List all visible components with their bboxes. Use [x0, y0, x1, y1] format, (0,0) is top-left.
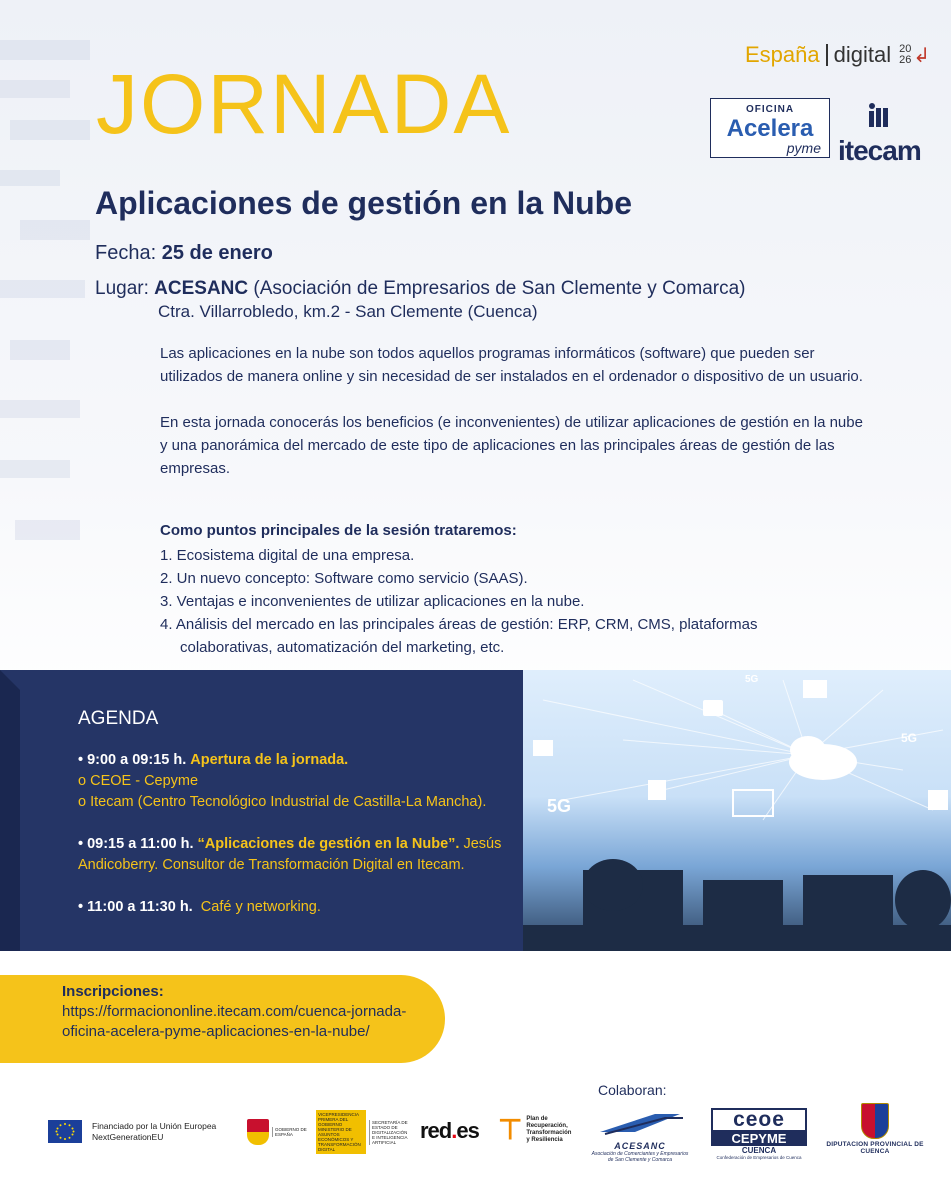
- eu-line-2: NextGenerationEU: [92, 1131, 164, 1142]
- points-title: Como puntos principales de la sesión trataremos:: [160, 522, 517, 539]
- agenda-sub-item: o Itecam (Centro Tecnológico Industrial de Castilla-La Mancha).: [78, 794, 487, 810]
- prtr-logo: [498, 1116, 571, 1144]
- diputacion-logo: [820, 1103, 930, 1155]
- prtr-mark-icon: ⊤: [498, 1114, 523, 1145]
- digital-word: digital: [833, 42, 892, 67]
- eu-flag-icon: [48, 1120, 82, 1143]
- espana-digital-logo: [745, 42, 930, 68]
- gob-secretaria-label: SECRETARÍA DE ESTADO DE DIGITALIZACIÓN E INTELIGENCIA ARTIFICIAL: [369, 1120, 410, 1145]
- cuenca-shield-icon: [861, 1103, 889, 1139]
- oficina-label: OFICINA: [742, 104, 798, 115]
- ceoe-word: ceoe: [711, 1108, 807, 1132]
- intro-text: [160, 342, 870, 503]
- lugar-name: ACESANC: [154, 278, 249, 299]
- agenda-session-title: Apertura de la jornada.: [190, 752, 349, 768]
- pyme-label: pyme: [786, 140, 821, 156]
- lugar-desc: (Asociación de Empresarios de San Clemente y Comarca): [253, 278, 746, 299]
- lugar-address: Ctra. Villarrobledo, km.2 - San Clemente (Cuenca): [158, 302, 538, 321]
- gobierno-espana-logo: [247, 1112, 413, 1152]
- red-es-logo: [420, 1118, 479, 1144]
- gob-ministry-label: VICEPRESIDENCIA PRIMERA DEL GOBIERNO MINISTERIO DE ASUNTOS ECONÓMICOS Y TRANSFORMACIÓN DIGITAL: [316, 1110, 366, 1154]
- list-item: 3. Ventajas e inconvenientes de utilizar aplicaciones en la nube.: [160, 593, 585, 610]
- prtr-line-4: y Resiliencia: [526, 1137, 563, 1143]
- prtr-line-2: Recuperación,: [526, 1123, 568, 1129]
- fecha-label: Fecha:: [95, 242, 157, 264]
- acelera-pyme-logo: [710, 98, 830, 158]
- network-illustration: [523, 670, 951, 951]
- list-item: 2. Un nuevo concepto: Software como servicio (SAAS).: [160, 570, 528, 587]
- espana-word: España: [745, 42, 820, 67]
- logo-year: [899, 44, 911, 66]
- page-title: Aplicaciones de gestión en la Nube: [95, 185, 633, 221]
- points-list: [160, 544, 758, 659]
- agenda-list: [78, 750, 518, 939]
- label-5g-left: 5G: [547, 796, 572, 816]
- agenda-item-3: [78, 897, 518, 918]
- return-arrow-icon: ↲: [913, 44, 931, 67]
- acesanc-logo: [590, 1110, 690, 1163]
- agenda-time: • 9:00 a 09:15 h.: [78, 752, 187, 768]
- network-graphic: [523, 670, 951, 951]
- itecam-mark-icon: [866, 102, 892, 128]
- eu-text: [92, 1121, 216, 1143]
- eu-line-1: Financiado por la Unión Europea: [92, 1120, 217, 1131]
- label-5g-right: 5G: [901, 731, 918, 745]
- itecam-logo: [838, 102, 921, 167]
- prtr-line-3: Transformación: [526, 1130, 572, 1136]
- agenda-item-1: [78, 750, 518, 813]
- diputacion-label: DIPUTACION PROVINCIAL DE CUENCA: [826, 1141, 924, 1155]
- agenda-title: AGENDA: [78, 708, 159, 729]
- jornada-heading: JORNADA: [96, 57, 512, 151]
- prtr-line-1: Plan de: [526, 1116, 548, 1122]
- agenda-item-2: [78, 834, 518, 876]
- ceoe-sub: Confederación de Empresarios de Cuenca: [716, 1155, 802, 1160]
- prtr-label: [526, 1116, 571, 1144]
- colaboran-label: Colaboran:: [598, 1082, 667, 1098]
- list-item: 1. Ecosistema digital de una empresa.: [160, 547, 415, 564]
- inscripciones-link[interactable]: https://formaciononline.itecam.com/cuenca-jornada-oficina-acelera-pyme-aplicaciones-en-la-nube/: [62, 1003, 407, 1040]
- acesanc-word: ACESANC: [614, 1141, 666, 1151]
- cuenca-word: CUENCA: [741, 1146, 777, 1155]
- agenda-time: • 09:15 a 11:00 h.: [78, 836, 194, 852]
- eu-funding-logo: [48, 1120, 216, 1143]
- agenda-time: • 11:00 a 11:30 h.: [78, 899, 193, 915]
- list-item-continuation: colaborativas, automatización del marketing, etc.: [180, 639, 505, 656]
- spain-shield-icon: [247, 1119, 269, 1145]
- list-item: 4. Análisis del mercado en las principales áreas de gestión: ERP, CRM, CMS, plataformas: [160, 616, 758, 633]
- year-bottom: 26: [899, 54, 912, 66]
- ceoe-cepyme-logo: [711, 1108, 807, 1161]
- fecha-line: [95, 242, 273, 265]
- logo-divider: [826, 44, 828, 66]
- itecam-word: itecam: [838, 135, 921, 166]
- lugar-line: [95, 278, 746, 300]
- agenda-speaker-cont: Andicoberry. Consultor de Transformación Digital en Itecam.: [78, 857, 465, 873]
- intro-paragraph-2: En esta jornada conocerás los beneficios (e inconvenientes) de utilizar aplicaciones de gestión en la nube y una panorámica del mercado de este tipo de aplicaciones en las principales áreas de gestión de las empresas.: [160, 414, 863, 477]
- acesanc-swoosh-icon: [595, 1110, 685, 1136]
- agenda-speaker: Jesús: [463, 836, 502, 852]
- acelera-label: Acelera: [726, 115, 814, 142]
- year-top: 20: [899, 43, 912, 55]
- agenda-session-title: “Aplicaciones de gestión en la Nube”.: [197, 836, 460, 852]
- label-5g-top: 5G: [745, 674, 759, 685]
- acesanc-sub: Asociación de Comerciantes y Empresarios de San Clemente y Comarca: [591, 1151, 689, 1163]
- reds-red: red: [420, 1118, 452, 1143]
- fecha-value: 25 de enero: [161, 242, 273, 264]
- reds-dot: .: [451, 1118, 457, 1143]
- cepyme-word: CEPYME: [711, 1132, 807, 1146]
- agenda-session-title: Café y networking.: [200, 899, 321, 915]
- gob-label: GOBIERNO DE ESPAÑA: [272, 1127, 313, 1137]
- reds-es: es: [456, 1118, 479, 1143]
- intro-paragraph-1: Las aplicaciones en la nube son todos aquellos programas informáticos (software) que pueden ser utilizados de manera online y sin necesidad de ser instalados en el ordenador o dispositivo de un usuario.: [160, 345, 863, 385]
- inscripciones-title: Inscripciones:: [62, 983, 164, 1000]
- agenda-sub-item: o CEOE - Cepyme: [78, 773, 199, 789]
- lugar-label: Lugar:: [95, 278, 149, 299]
